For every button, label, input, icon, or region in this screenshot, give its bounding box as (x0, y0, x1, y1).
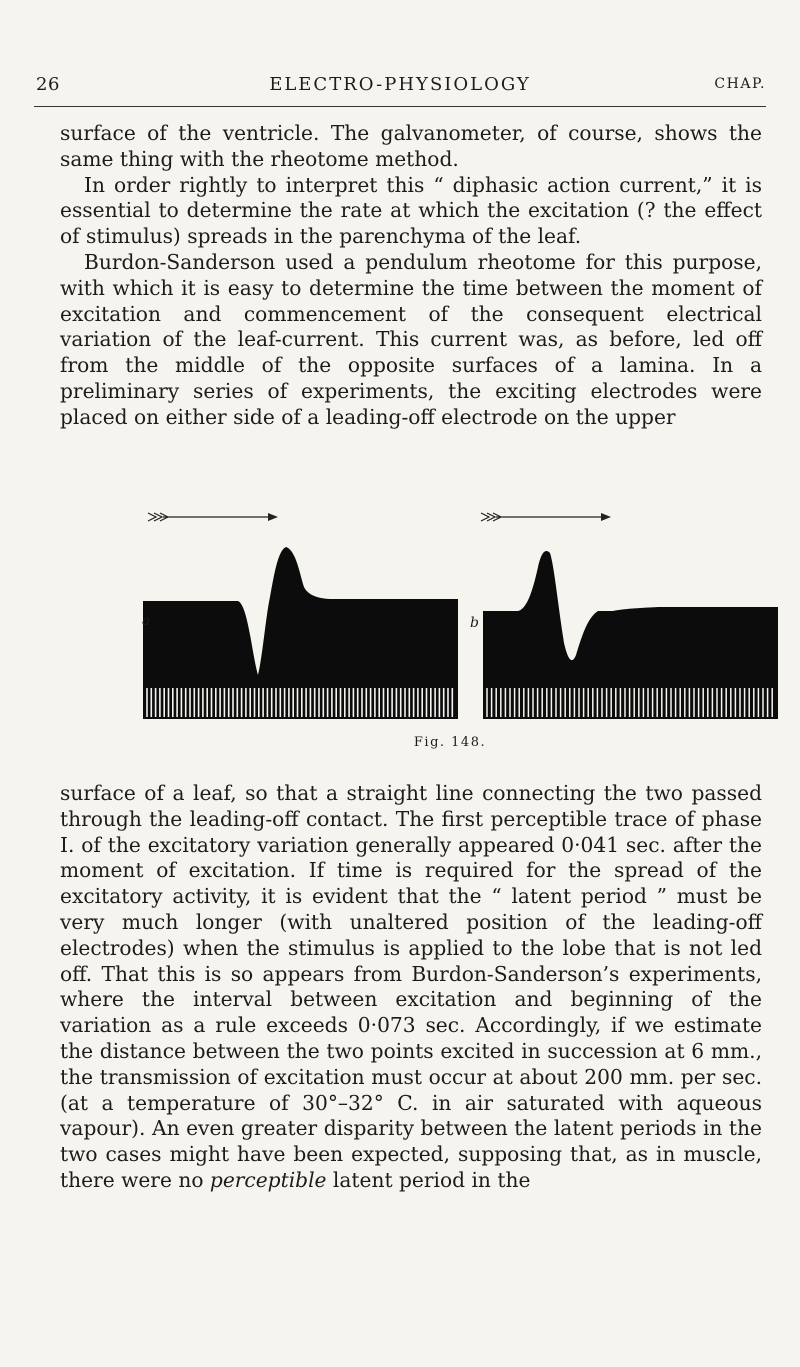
page-number: 26 (36, 74, 60, 95)
paragraph: In order rightly to interpret this “ diphasic action current,” it is essential to determine the rate at which the excitation (? the effect of stimulus) spreads in the parenchyma of the leaf. (60, 172, 762, 249)
panel-label-a: a (142, 613, 151, 629)
figure-caption: Fig. 148. (413, 735, 487, 750)
page-header (34, 74, 766, 107)
paragraph (60, 781, 762, 1194)
chapter-abbrev: CHAP. (714, 76, 766, 92)
emphasis: perceptible (209, 1167, 327, 1192)
text-run: latent period in the (326, 1167, 531, 1192)
body-text-top (60, 121, 762, 431)
panel-label-b: b (470, 615, 479, 631)
body-text-bottom (60, 781, 762, 1194)
figure-148 (118, 505, 782, 755)
running-head: ELECTRO-PHYSIOLOGY (269, 74, 531, 95)
text-run: surface of a leaf, so that a straight line connecting the two passed through the leading-off contact. The first perceptible trace of phase I. of the excitatory variation generally appeared 0·041 sec. after the moment of excitation. If time is required for the spread of the excitatory activity, it is evident that the “ latent period ” must be very much longer (with unaltered position of the leading-off electrodes) when the stimulus is applied to the lobe that is not led off. That this is so appears from Burdon-Sanderson’s experiments, where the interval between excitation and beginning of the variation as a rule exceeds 0·073 sec. Accordingly, if we estimate the distance between the two points excited in succession at 6 mm., the transmission of excitation must occur at about 200 mm. per sec. (at a temperature of 30°–32° C. in air saturated with aqueous vapour). An even greater disparity between the latent periods in the two cases might have been expected, supposing that, as in muscle, there were no (60, 781, 762, 1192)
paragraph: Burdon-Sanderson used a pendulum rheotome for this purpose, with which it is easy to determine the time between the moment of excitation and commencement of the consequent electrical variation of the leaf-current. This current was, as before, led off from the middle of the opposite surfaces of a lamina. In a preliminary series of experiments, the exciting electrodes were placed on either side of a leading-off electrode on the upper (60, 249, 762, 429)
paragraph: surface of the ventricle. The galvanometer, of course, shows the same thing with the rheotome method. (60, 121, 762, 171)
figure-drawing (118, 505, 782, 730)
